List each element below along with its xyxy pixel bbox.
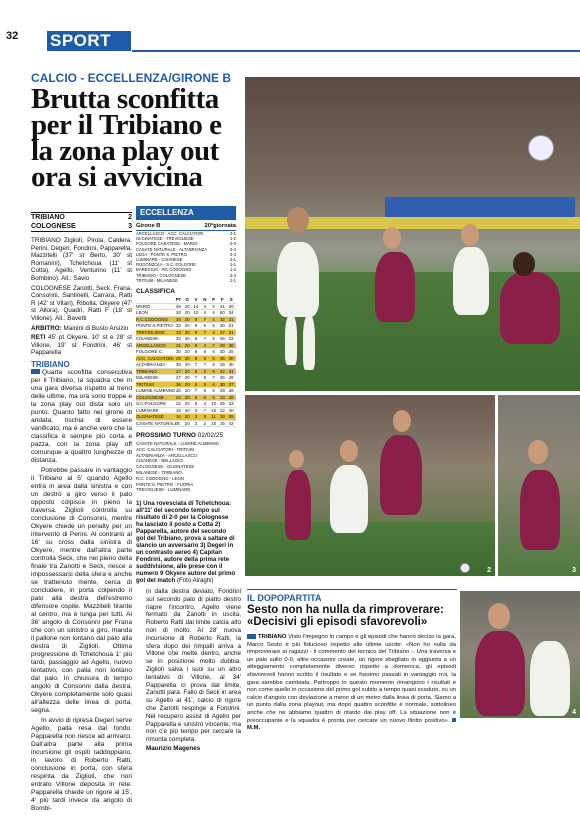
table-cell: 40 [228, 407, 234, 413]
table-team: ALTABRIANZA [136, 362, 166, 368]
table-cell: 6 [212, 310, 215, 316]
table-cell: 3 [203, 303, 207, 309]
dopo-headline: Sesto non ha nulla da rimproverare: «Decisivi gli episodi sfavorevoli» [247, 604, 444, 628]
dopo-body: TRIBIANO Visto l'impegno in campo e gli episodi che hanno deciso la gara, Marco Sesto è più fiducioso rispetto alle ultime uscite: «Non ho nulla da rimproverare ai ragazzi - il commento del tecnico del Tribiano -. Una traversa e un palo sullo 0-0, altre occasioni create, un rigore sbagliato in aggiunta a un atteggiamento completamente diverso rispetto a domenica, gli episodi sfavorevoli hanno scritto il risultato e se fossimo passati in vantaggio noi, la gara sarebbe cambiata. Partroppo in questo momento rimangono i risultati e non come quello in occasione del primo gol subito a tempo quasi scaduto, su un calcio d'angolo con deviazione a meno di un metro dalla linea di porta. Siamo a un punto dalla zona playout, ma dopo quattro sconfitte è normale, sottolineo anche che ne abbiamo quattro di ritardo dai play off. La situazione non è preoccupante e la squadra è pronta per cercare un nuovo filotto positivo». M.M. [247, 634, 457, 732]
article-author: Maurizio Magenes [146, 744, 201, 752]
table-cell: 10 [211, 401, 217, 407]
table-cell: 7 [203, 407, 207, 413]
table-header-cell: G [185, 297, 189, 303]
photo-number-4: 4 [572, 709, 576, 716]
result-row [136, 278, 236, 283]
result-score: 1-1 [229, 262, 236, 268]
table-cell: 23 [219, 394, 225, 400]
table-cell: 20 [184, 303, 190, 309]
table-cell: 30 [219, 381, 225, 387]
table-cell: 6 [194, 381, 198, 387]
standings-table [136, 297, 236, 427]
table-header-cell: N [203, 297, 207, 303]
dopo-kicker: IL DOPOPARTITA [247, 593, 322, 603]
table-cell: 7 [203, 329, 207, 335]
table-header-cell: P [212, 297, 216, 303]
table-cell: 8 [203, 381, 207, 387]
article-headline: Brutta sconfitta per il Tribiano e la zona play out ora si avvicina [31, 83, 222, 193]
next-match: COLOGNESE - OLGINATESE [136, 464, 195, 470]
table-cell: 20 [184, 355, 190, 361]
table-cell: 28 [228, 394, 234, 400]
table-cell: 16 [211, 420, 217, 426]
table-cell: 6 [203, 375, 207, 381]
table-cell: 2 [203, 420, 207, 426]
table-cell: 6 [212, 355, 215, 361]
table-team: TRITIUM [136, 381, 154, 387]
table-cell: 24 [175, 394, 181, 400]
table-header-cell: S [229, 297, 233, 303]
table-cell: 10 [193, 310, 199, 316]
result-match: TRIBIANO - COLOGNESE [136, 272, 187, 278]
result-score: 1-2 [229, 267, 236, 273]
table-cell: 20 [184, 394, 190, 400]
body-section-label: TRIBIANO [31, 359, 70, 369]
table-cell: 30 [219, 349, 225, 355]
roster-colognese: COLOGNESE Zanotti, Seck, Frana, Consonni, Santinelli, Carrara, Ratti R (42' st Vitari), Ribolla, Okyere (47' st Allora), Quadri, Ratti F (18' st Villone). All.: Bavetti [31, 284, 132, 322]
table-cell: 22 [219, 407, 225, 413]
roster-tribiano: TRIBIANO Zigliolì, Pirola, Caldera, Perini, Degeri, Fondrini, Papparella, Mazzitelli (37' st Berto, 30' st Romanini), Tchetchoua (11' st Cotta), Agello, Venturino (11' st Bombino). All.: Savio [31, 237, 132, 282]
table-cell: 8 [177, 420, 180, 426]
next-match: ACC. CALCIATORI - TRITIUM [136, 446, 195, 452]
table-cell: 27 [175, 375, 181, 381]
table-team: LUMINARE [136, 407, 159, 413]
table-cell: 7 [212, 375, 215, 381]
table-cell: 9 [212, 368, 215, 374]
table-cell: 34 [228, 310, 234, 316]
table-cell: 22 [228, 336, 234, 342]
section-label: SPORT [47, 31, 131, 51]
table-cell: 41 [219, 303, 225, 309]
table-cell: 21 [228, 329, 234, 335]
table-cell: 20 [184, 401, 190, 407]
table-cell: 9 [194, 329, 198, 335]
table-cell: 7 [203, 362, 207, 368]
table-cell: 30 [175, 349, 181, 355]
standings-subheader: Girone B 20ªgiornata [136, 223, 236, 229]
table-cell: 5 [203, 388, 207, 394]
match-result [31, 212, 132, 232]
table-cell: 33 [175, 323, 181, 329]
table-cell: 8 [194, 336, 198, 342]
result-match: ROGONZOLA - S.C. FOLGORE [136, 262, 197, 268]
result-match: ARCELLASCO - ACC. CALCIATORI [136, 231, 204, 236]
table-cell: 11 [211, 414, 216, 420]
table-header-cell: V [194, 297, 198, 303]
table-team: S.C.FOLGORE [136, 401, 167, 407]
table-cell: 29 [175, 355, 181, 361]
table-cell: 6 [212, 349, 215, 355]
next-match: CISANESE - BELLAGIO [136, 458, 183, 464]
table-team: MARIO [136, 303, 151, 309]
table-team: CISANESE [136, 336, 159, 342]
table-cell: 9 [194, 323, 198, 329]
table-cell: 7 [194, 388, 198, 394]
table-cell: 35 [219, 355, 225, 361]
result-match: BAREGGIO - RC CODOGNO [136, 267, 192, 273]
result-match: CASATE NATURALE - ALTABRIANZA [136, 246, 208, 252]
result-score: 2-1 [229, 231, 236, 236]
table-cell: 20 [184, 349, 190, 355]
table-cell: 16 [175, 414, 181, 420]
table-cell: 16 [219, 420, 225, 426]
goals: RETI 45' pt Okyere, 10' st e 28' st Villone, 19' st Fondrini, 46' st Papparella [31, 334, 132, 357]
table-cell: 27 [175, 368, 181, 374]
table-team: LEON [136, 310, 148, 316]
table-cell: 20 [184, 381, 190, 387]
table-team: PONTE S.PIETRO [136, 323, 173, 329]
page-number: 32 [6, 30, 19, 42]
next-match: TREVIGLIESE - LUMINARE [136, 487, 191, 493]
result-score: 2-0 [229, 241, 236, 247]
table-cell: 29 [228, 388, 234, 394]
table-cell: 26 [228, 375, 234, 381]
table-cell: 20 [184, 316, 190, 322]
table-cell: 26 [175, 388, 181, 394]
table-cell: 6 [212, 362, 215, 368]
match-sheet [31, 237, 132, 815]
table-cell: 7 [212, 342, 215, 348]
table-cell: 32 [219, 316, 225, 322]
table-cell: 25 [228, 349, 234, 355]
table-cell: 21 [228, 316, 234, 322]
table-cell: 8 [194, 355, 198, 361]
table-team: FOLGORE C. [136, 349, 164, 355]
dopo-rule [247, 589, 457, 590]
next-match: PONTE S. PIETRO - FUORIA [136, 481, 194, 487]
article-kicker: CALCIO - ECCELLENZA/GIRONE B [31, 71, 231, 85]
result-home: TRIBIANO 2 [31, 214, 132, 221]
table-cell: 22 [175, 401, 181, 407]
result-score: 3-4 [229, 246, 236, 252]
standings-box [136, 206, 236, 493]
table-cell: 34 [175, 316, 181, 322]
result-score: 3-1 [229, 257, 236, 263]
table-cell: 3 [212, 303, 215, 309]
table-cell: 6 [194, 394, 198, 400]
table-cell: 8 [194, 368, 198, 374]
end-marker-icon [452, 718, 456, 722]
table-cell: 5 [212, 323, 215, 329]
table-cell: 6 [203, 323, 207, 329]
table-cell: 26 [175, 381, 181, 387]
table-title: CLASSIFICA [136, 288, 175, 296]
table-cell: 29 [219, 388, 225, 394]
result-score: 2-3 [229, 272, 236, 278]
photo-number-3: 3 [572, 567, 576, 574]
table-cell: 50 [219, 310, 225, 316]
table-header-team [136, 297, 174, 303]
table-cell: 6 [203, 349, 207, 355]
table-cell: 8 [212, 394, 215, 400]
table-cell: 28 [175, 362, 181, 368]
match-photo-4 [460, 591, 580, 718]
table-team: TRIBIANO [136, 368, 157, 374]
table-cell: 3 [203, 368, 207, 374]
table-cell: 20 [184, 388, 190, 394]
table-cell: 9 [194, 316, 198, 322]
result-match: LEGA - PONTE S. PIETRO [136, 251, 187, 257]
next-match: ALTABRIANZA - ARCELLASCO [136, 452, 197, 458]
table-cell: 27 [228, 381, 234, 387]
table-cell: 2 [194, 420, 198, 426]
table-cell: 20 [184, 362, 190, 368]
result-match: TRITIUM - MILANESE [136, 277, 178, 283]
table-team: OLGINATESE [136, 414, 164, 420]
article-body-continued: ni dalla destra deviato, Fondrini sul secondo palo di piatto destro riapre l'incontro. Agello viene fermato da Zanotti in uscita, Roberto Ratti dal limite calcia alto non di molto. Al 28' nuova incursione di Roberto Ratti, la sfera dopo dei rimpalli arriva a Villone che mette dentro, anche se in posizione molto dubbia. Zigliolì salva i suoi su un altro tentativo di Villone, al 34' Papparella ci prova dal limite, Zanotti para. Fallo di Seck in area su Agello al 41', calcio di rigore che Zanotti respinge a Fondrini. Nel recupero assist di Agello per Papparella e sinistro vincente, ma non c'è più tempo per cercare la rimonta completa. Maurizio Magenes [146, 588, 241, 752]
table-cell: 20 [184, 375, 190, 381]
table-cell: 20 [184, 323, 190, 329]
table-cell: 45 [175, 303, 181, 309]
table-cell: 4 [212, 329, 215, 335]
table-cell: 20 [184, 310, 190, 316]
table-cell: 8 [212, 388, 215, 394]
table-cell: 6 [212, 381, 215, 387]
table-cell: 4 [203, 401, 207, 407]
table-cell: 41 [228, 368, 234, 374]
next-match: MILANESE - TRIBIANO [136, 470, 182, 476]
result-score: 2-3 [229, 251, 236, 257]
table-cell: 4 [203, 310, 207, 316]
next-match: R.C. CODOGNO - LEON [136, 475, 184, 481]
table-cell: 8 [194, 349, 198, 355]
table-cell: 29 [219, 362, 225, 368]
table-cell: 7 [194, 375, 198, 381]
table-cell: 3 [194, 407, 198, 413]
table-cell: 14 [193, 303, 199, 309]
table-cell: 31 [175, 342, 181, 348]
table-header-cell: F [221, 297, 224, 303]
table-cell: 20 [184, 329, 190, 335]
table-cell: 5 [203, 355, 207, 361]
table-cell: 6 [194, 401, 198, 407]
table-cell: 16 [175, 407, 181, 413]
table-cell: 7 [194, 362, 198, 368]
table-cell: 4 [203, 342, 207, 348]
table-cell: 30 [228, 355, 234, 361]
result-match: FOLGORE CARATESE - MARIO [136, 241, 198, 247]
table-cell: 33 [175, 329, 181, 335]
table-cell: 6 [203, 394, 207, 400]
table-cell: 20 [184, 342, 190, 348]
next-round-title: PROSSIMO TURNO 02/02/25 [136, 432, 224, 440]
table-cell: 42 [228, 420, 234, 426]
table-cell: 30 [228, 362, 234, 368]
table-cell: 20 [184, 420, 190, 426]
photo-caption: 1) Una rovesciata di Tchetchoua: all'11' del secondo tempo sul risultato di 2-0 per la Colognese ha lasciato il posto a Cotta 2) Papparella, autore del secondo gol del Tribiano, prova a saltare di slancio un avversario 3) Degeri in un contrasto aereo 4) Capitan Fondrini, autore della prima rete suddivisione, alle prese con il numero 9 Okyere autore del primo gol del match (Foto Airaghi) [136, 500, 236, 584]
standings-title: ECCELLENZA [136, 206, 236, 220]
table-cell: 26 [219, 375, 225, 381]
table-cell: 30 [219, 323, 225, 329]
table-header-cell: PT [175, 297, 182, 303]
table-cell: 34 [175, 310, 181, 316]
table-cell: 21 [228, 323, 234, 329]
table-cell: 20 [228, 303, 234, 309]
table-cell: 19 [219, 414, 225, 420]
result-score: 1-2 [229, 236, 236, 242]
table-cell: 20 [184, 414, 190, 420]
section-rule [132, 50, 580, 52]
next-match: CASATE NATURALE - LUMINE ALMENNO [136, 441, 219, 447]
table-team: MILANESE [136, 375, 159, 381]
table-team: R.C.CODOGNO [136, 316, 168, 322]
paragraph-marker-icon [31, 369, 40, 374]
table-cell: 5 [212, 336, 215, 342]
table-cell: 20 [184, 336, 190, 342]
referee: ARBITRO: Mainini di Busto Arsizio [31, 324, 129, 332]
result-score: 2-1 [229, 277, 236, 283]
table-cell: 30 [228, 342, 234, 348]
table-cell: 7 [203, 336, 207, 342]
table-cell: 20 [184, 368, 190, 374]
table-cell: 7 [203, 316, 207, 322]
table-cell: 27 [219, 329, 225, 335]
table-cell: 26 [219, 336, 225, 342]
table-row [136, 421, 236, 428]
table-cell: 9 [194, 342, 198, 348]
table-cell: 4 [212, 316, 215, 322]
match-photo-2 [245, 395, 495, 576]
table-cell: 3 [194, 414, 198, 420]
result-match: LUMINARE - CISANESE [136, 257, 183, 263]
table-cell: 33 [175, 336, 181, 342]
next-round-list [136, 441, 236, 493]
table-team: CASATE NATURALE [136, 420, 178, 426]
table-cell: 42 [219, 368, 225, 374]
article-body-left: Quarta sconfitta consecutiva per il Tribiano, la squadra che in una gara diversa rispetto al trend delle ultime, ma ora sono troppe e la zona play out dista solo un punto. Quanto fatto nel girone di andata, rischia di essere vanificato, ma è anche vero che la classifica è sempre più corta e pazza, con la zona play off comunque a quattro lunghezze di distanza. Potrebbe passare in vantaggio il Tribiano al 5' quando Agello entra in area dalla sinistra e con un destro a giro verso il palo opposto colpisce in pieno la traversa. Zigliolì controlla su conclusione di Consonni, mentre Okyere chiede un penalty per un intervento di Perini. Al contrario al 16' su cross dalla sinistra di Okyere, mentre dall'altra parte controlla Seck, che nel pieno della finale tra Zanotti e Seck, riesce a impossessarsi della sfera e anche se trattenuto mente, cerca di concludere, in porta colpendo il palo alla destra dell'estremo difensore ospite. Mazzitelli tirante al centro, ma è lunga per tutti. Al 36' angolo di Consonni per Frana che con un sinistro a giro, manda il pallone non lontano dal palo alla destra di Zigliolì. Ottima progressione di Tchetchoua 1' più tardi, passaggio ad Agello, nuovo tentativo, con palla non lontano dal palo. In chiusura di tempo angolo di Consonni dalla destra, Okyere completamente solo quasi all'altezza delle linea di porta, segna. In avvio di ripresa Degeri serve Agello, palla resa dal fondo. Papparella non riesce ad arrivarci. Dall'altra parte alla prima incursione gli ospiti raddoppiano, in lavoro di Roberto Ratti, conclusione in porta, con sfera respinta da Zigliolì, che non entrato Villone deposita in rete. Papparella chiede un rigore al 15', 4' più tardi invece da angolo di Bombi- [31, 368, 132, 812]
table-cell: 6 [203, 414, 207, 420]
table-team: LUMINE ALMENNO [136, 388, 176, 394]
match-photo-1 [245, 77, 580, 391]
paragraph-marker-icon [247, 634, 256, 639]
round-results [136, 231, 236, 283]
result-match: OLGINATESE - TREVIGLIESE [136, 236, 194, 242]
result-away: COLOGNESE 3 [31, 223, 132, 230]
photo-number-2: 2 [487, 567, 491, 574]
table-cell: 20 [184, 407, 190, 413]
table-team: COLOGNESE [136, 394, 164, 400]
table-team: ARCELLASCO [136, 342, 166, 348]
table-team: TREVIGLIESE [136, 329, 165, 335]
table-cell: 29 [228, 414, 234, 420]
table-cell: 33 [228, 401, 234, 407]
table-team: ACC. CALCIATORI [136, 355, 174, 361]
table-cell: 10 [211, 407, 217, 413]
match-photo-3 [498, 395, 580, 576]
table-cell: 25 [219, 401, 225, 407]
table-cell: 28 [219, 342, 225, 348]
